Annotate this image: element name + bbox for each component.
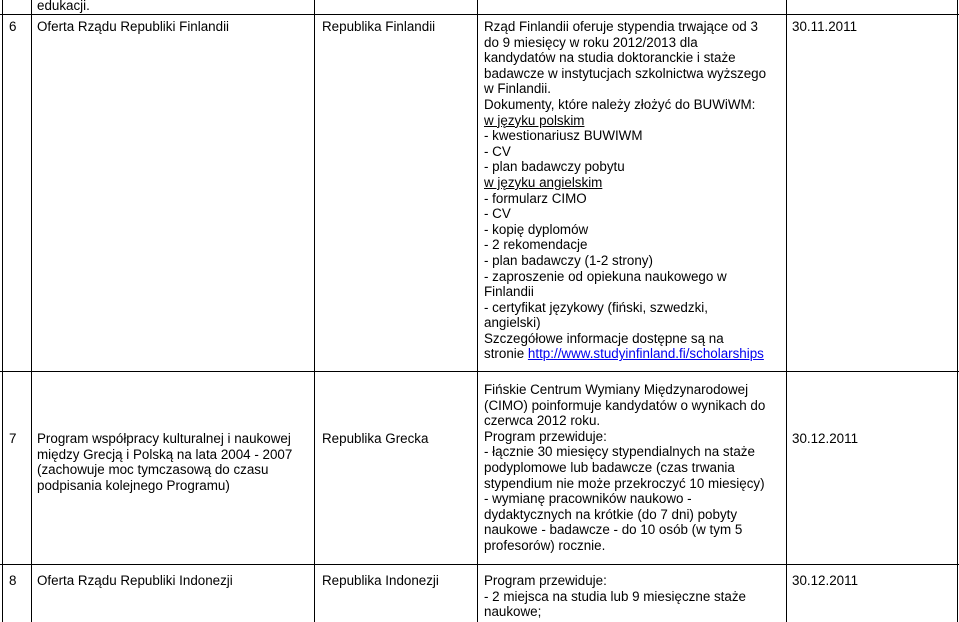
row-divider-7 xyxy=(0,371,959,372)
column-divider-description xyxy=(786,0,787,622)
column-divider-program xyxy=(314,0,315,622)
country: Republika Grecka xyxy=(322,431,429,446)
row-number: 8 xyxy=(9,573,17,588)
row-divider-6 xyxy=(0,14,959,15)
program-description: Fińskie Centrum Wymiany Międzynarodowej (CIMO) poinformuje kandydatów o wynikach do czerwca 2012 roku. Program przewiduje: - łącznie 30 miesięcy stypendialnych na staże podyplomowe lub badawcze (czas trwania stypendium nie może przekroczyć 10 miesięcy) - wymianę pracowników naukowo - dydaktycznych na krótkie (do 7 dni) pobyty naukowe - badawcze - do 10 osób (w tym 5 profesorów) rocznie. xyxy=(484,382,766,553)
program-name: Oferta Rządu Republiki Indonezji xyxy=(37,573,233,588)
section-heading-english: w języku angielskim xyxy=(484,174,603,190)
row-number: 6 xyxy=(9,19,17,34)
program-description: Program przewiduje: - 2 miejsca na studia lub 9 miesięczne staże naukowe; xyxy=(484,573,746,620)
row-divider-8 xyxy=(0,564,959,565)
program-description: Rząd Finlandii oferuje stypendia trwające od 3 do 9 miesięcy w roku 2012/2013 dla kandydatów na studia doktoranckie i staże badawcze w instytucjach szkolnictwa wyższego w Finlandii. Dokumenty, które należy złożyć do BUWiWM: w języku polskim - kwestionariusz BUWIWM - CV - plan badawczy pobytu w języku angielskim - formularz CIMO - CV - kopię dyplomów - 2 rekomendacje - plan badawczy (1-2 strony) - zaproszenie od opiekuna naukowego w Finlandii - certyfikat językowy (fiński, szwedzki, angielski) Szczegółowe informacje dostępne są na stronie http://www.studyinfinland.fi/scholarships xyxy=(484,19,767,362)
column-divider-country xyxy=(477,0,478,622)
country: Republika Finlandii xyxy=(322,19,436,34)
country: Republika Indonezji xyxy=(322,573,439,588)
deadline-date: 30.12.2011 xyxy=(792,431,859,446)
deadline-date: 30.11.2011 xyxy=(792,19,858,34)
row-number: 7 xyxy=(9,431,17,446)
column-divider-number xyxy=(31,0,32,622)
program-name: Oferta Rządu Republiki Finlandii xyxy=(37,19,230,34)
scholarships-link[interactable]: http://www.studyinfinland.fi/scholarships xyxy=(527,346,764,362)
section-heading-polish: w języku polskim xyxy=(484,112,585,128)
table-border-left xyxy=(2,0,3,622)
deadline-date: 30.12.2011 xyxy=(792,573,859,588)
previous-row-text: edukacji. xyxy=(37,0,90,13)
program-name: Program współpracy kulturalnej i naukowej między Grecją i Polską na lata 2004 - 2007 (zachowuje moc tymczasową do czasu podpisania kolejnego Programu) xyxy=(37,431,293,493)
table-border-right xyxy=(957,0,958,622)
